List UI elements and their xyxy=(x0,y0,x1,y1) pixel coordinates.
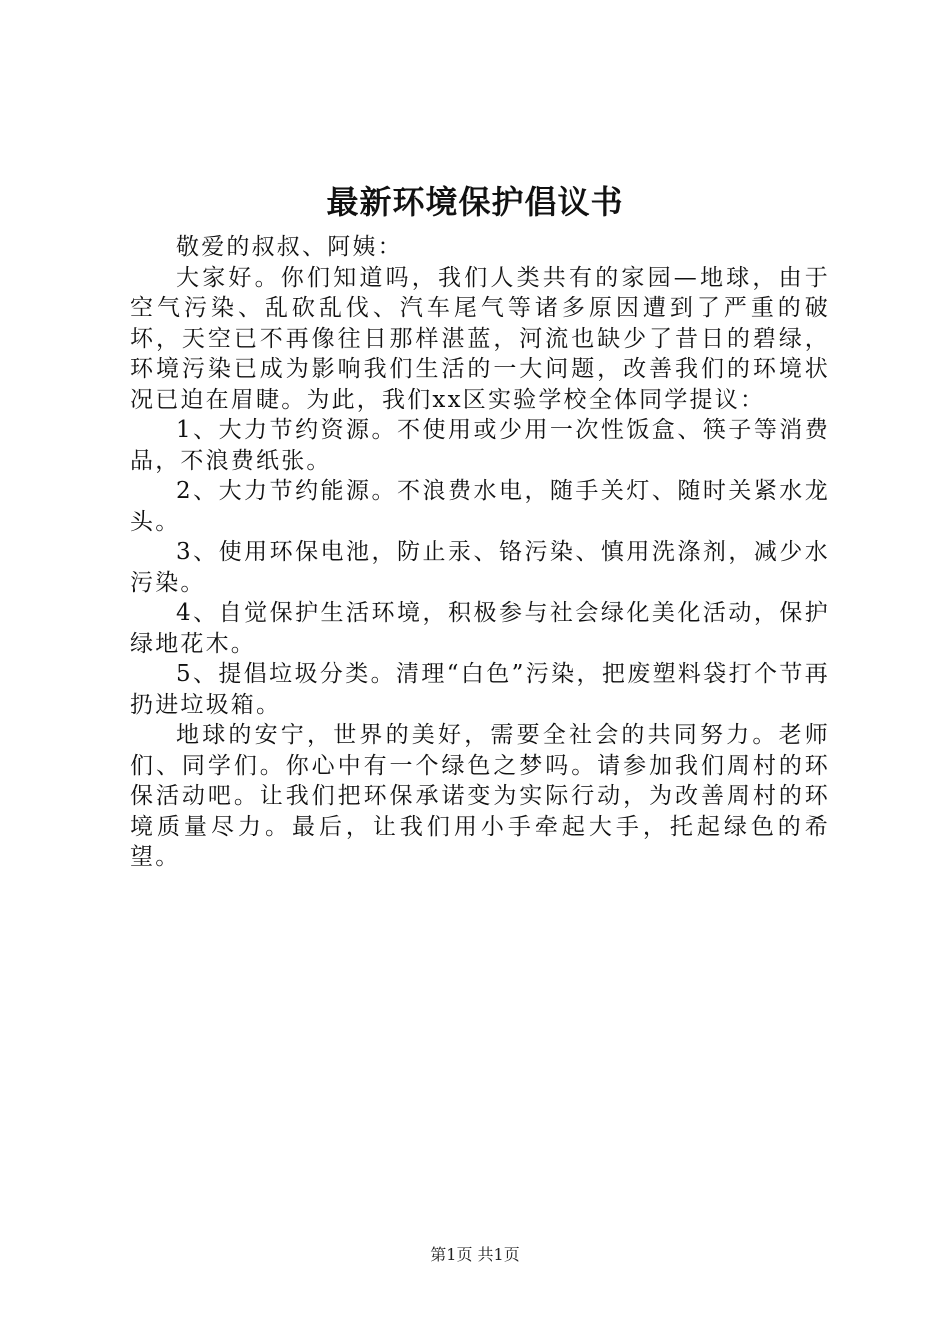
salutation: 敬爱的叔叔、阿姨： xyxy=(176,234,403,260)
paragraph-closing: 地球的安宁，世界的美好，需要全社会的共同努力。老师们、同学们。你心中有一个绿色之梦吗。请参加我们周村的环保活动吧。让我们把环保承诺变为实际行动，为改善周村的环境质量尽力。最后，让我们用小手牵起大手，托起绿色的希望。 xyxy=(130,722,830,870)
paragraph-item-5: 5、提倡垃圾分类。清理“白色”污染，把废塑料袋打个节再扔进垃圾箱。 xyxy=(130,661,830,718)
paragraph-intro: 大家好。你们知道吗，我们人类共有的家园—地球，由于空气污染、乱砍乱伐、汽车尾气等诸多原因遭到了严重的破坏，天空已不再像往日那样湛蓝，河流也缺少了昔日的碧绿，环境污染已成为影响我们生活的一大问题，改善我们的环境状况已迫在眉睫。为此，我们xx区实验学校全体同学提议： xyxy=(130,264,830,413)
page-footer: 第1页 共1页 xyxy=(430,1245,520,1264)
paragraph-item-2: 2、大力节约能源。不浪费水电，随手关灯、随时关紧水龙头。 xyxy=(130,478,830,535)
document-body xyxy=(130,232,830,873)
paragraph-item-1: 1、大力节约资源。不使用或少用一次性饭盒、筷子等消费品，不浪费纸张。 xyxy=(130,417,830,474)
paragraph-item-3: 3、使用环保电池，防止汞、铬污染、慎用洗涤剂，减少水污染。 xyxy=(130,539,830,596)
document-title: 最新环境保护倡议书 xyxy=(326,183,624,221)
paragraph-item-4: 4、自觉保护生活环境，积极参与社会绿化美化活动，保护绿地花木。 xyxy=(130,600,830,657)
